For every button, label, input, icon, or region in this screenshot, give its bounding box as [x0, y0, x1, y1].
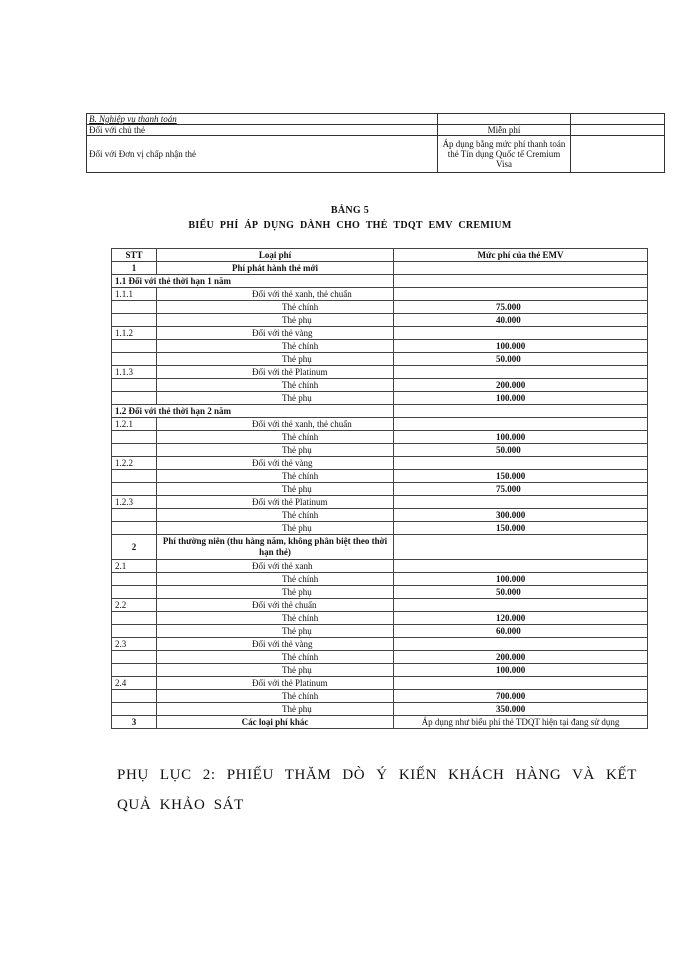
fee-amount-cell: 40.000: [394, 314, 648, 327]
stt-cell: [112, 353, 157, 366]
table-b-value: Miễn phí: [438, 125, 571, 136]
stt-cell: 1: [112, 262, 157, 275]
fee-amount-cell: 50.000: [394, 586, 648, 599]
table-b-row: [87, 125, 665, 136]
fee-type-cell: Thẻ phụ: [157, 522, 394, 535]
fee-type-cell: Các loại phí khác: [157, 716, 394, 729]
fee-type-cell: Thẻ phụ: [157, 483, 394, 496]
fee-type-cell: Thẻ chính: [157, 573, 394, 586]
fee-type-cell: Thẻ chính: [157, 470, 394, 483]
fee-table-row: [112, 301, 648, 314]
table-b-label: Đối với chủ thẻ: [87, 125, 438, 136]
stt-cell: [112, 340, 157, 353]
fee-type-cell: Thẻ chính: [157, 431, 394, 444]
fee-table-row: [112, 586, 648, 599]
fee-type-cell: Thẻ phụ: [157, 586, 394, 599]
stt-cell: [112, 392, 157, 405]
fee-table-row: [112, 677, 648, 690]
fee-type-cell: Thẻ chính: [157, 379, 394, 392]
fee-amount-cell: 100.000: [394, 340, 648, 353]
fee-table-row: [112, 664, 648, 677]
fee-type-cell: Đối với thẻ Platinum: [157, 496, 394, 509]
fee-amount-cell: 100.000: [394, 392, 648, 405]
fee-amount-cell: [394, 366, 648, 379]
stt-cell: [112, 431, 157, 444]
stt-cell: [112, 483, 157, 496]
fee-amount-cell: [394, 327, 648, 340]
header-fee-amount: Mức phí của thẻ EMV: [394, 249, 648, 262]
fee-amount-cell: Áp dụng như biểu phí thẻ TDQT hiện tại đang sử dụng: [394, 716, 648, 729]
payment-services-table: [86, 113, 665, 173]
fee-type-cell: Thẻ phụ: [157, 314, 394, 327]
fee-table-row: [112, 275, 648, 288]
fee-type-cell: Đối với thẻ xanh, thẻ chuẩn: [157, 418, 394, 431]
header-fee-type: Loại phí: [157, 249, 394, 262]
fee-type-cell: Thẻ phụ: [157, 353, 394, 366]
fee-type-cell: Thẻ chính: [157, 509, 394, 522]
fee-type-cell: Thẻ chính: [157, 690, 394, 703]
stt-cell: 2.3: [112, 638, 157, 651]
fee-amount-cell: 200.000: [394, 379, 648, 392]
fee-table-row: [112, 496, 648, 509]
fee-amount-cell: 100.000: [394, 664, 648, 677]
table-b-title: B. Nghiệp vụ thanh toán: [87, 114, 438, 125]
fee-amount-cell: 100.000: [394, 431, 648, 444]
stt-cell: [112, 470, 157, 483]
fee-type-cell: Đối với thẻ vàng: [157, 638, 394, 651]
fee-table-row: [112, 716, 648, 729]
emv-fee-table: [111, 248, 648, 729]
fee-type-cell: Đối với thẻ vàng: [157, 327, 394, 340]
fee-type-cell: Thẻ chính: [157, 301, 394, 314]
fee-table-row: [112, 599, 648, 612]
stt-cell: 1.1.3: [112, 366, 157, 379]
table-b-label: Đối với Đơn vị chấp nhận thẻ: [87, 136, 438, 173]
fee-table-row: [112, 379, 648, 392]
fee-type-cell: Phí thường niên (thu hàng năm, không phân biệt theo thời hạn thẻ): [157, 535, 394, 560]
fee-table-row: [112, 431, 648, 444]
table-b-value: Áp dụng bằng mức phí thanh toán thẻ Tín dụng Quốc tế Cremium Visa: [438, 136, 571, 173]
stt-cell: [112, 586, 157, 599]
table-title-heading: BIỂU PHÍ ÁP DỤNG DÀNH CHO THẺ TDQT EMV CREMIUM: [188, 220, 512, 231]
fee-table-row: [112, 353, 648, 366]
fee-type-cell: Đối với thẻ chuẩn: [157, 599, 394, 612]
stt-cell: [112, 664, 157, 677]
fee-amount-cell: 700.000: [394, 690, 648, 703]
fee-table-row: [112, 340, 648, 353]
fee-table-row: [112, 405, 648, 418]
fee-table-row: [112, 703, 648, 716]
table-b-header-row: [87, 114, 665, 125]
fee-amount-cell: [394, 496, 648, 509]
stt-cell: 2.2: [112, 599, 157, 612]
table-b-cell: [571, 125, 665, 136]
fee-table-row: [112, 366, 648, 379]
fee-type-cell: Thẻ phụ: [157, 625, 394, 638]
fee-table-row: [112, 457, 648, 470]
group-heading: 1.2 Đối với thẻ thời hạn 2 năm: [112, 405, 394, 418]
fee-amount-cell: 120.000: [394, 612, 648, 625]
group-heading: 1.1 Đối với thẻ thời hạn 1 năm: [112, 275, 394, 288]
stt-cell: [112, 690, 157, 703]
fee-table-row: [112, 418, 648, 431]
stt-cell: 1.2.1: [112, 418, 157, 431]
fee-table-row: [112, 625, 648, 638]
fee-amount-cell: 75.000: [394, 483, 648, 496]
stt-cell: [112, 301, 157, 314]
fee-type-cell: Đối với thẻ Platinum: [157, 677, 394, 690]
fee-table-row: [112, 612, 648, 625]
stt-cell: [112, 612, 157, 625]
fee-table-row: [112, 573, 648, 586]
table-b-cell: [438, 114, 571, 125]
stt-cell: [112, 703, 157, 716]
fee-type-cell: Đối với thẻ Platinum: [157, 366, 394, 379]
stt-cell: 1.1.2: [112, 327, 157, 340]
fee-amount-cell: [394, 288, 648, 301]
fee-type-cell: Đối với thẻ xanh, thẻ chuẩn: [157, 288, 394, 301]
fee-amount-cell: [394, 560, 648, 573]
fee-amount-cell: 150.000: [394, 522, 648, 535]
fee-amount-cell: [394, 418, 648, 431]
fee-table-row: [112, 314, 648, 327]
stt-cell: [112, 509, 157, 522]
appendix-heading: PHỤ LỤC 2: PHIẾU THĂM DÒ Ý KIẾN KHÁCH HÀNG VÀ KẾT QUẢ KHẢO SÁT: [117, 767, 637, 813]
fee-amount-cell: 150.000: [394, 470, 648, 483]
fee-cell: [394, 405, 648, 418]
fee-table-row: [112, 483, 648, 496]
fee-table-row: [112, 560, 648, 573]
fee-amount-cell: 75.000: [394, 301, 648, 314]
fee-amount-cell: 100.000: [394, 573, 648, 586]
fee-table-row: [112, 535, 648, 560]
fee-table-row: [112, 262, 648, 275]
fee-amount-cell: [394, 638, 648, 651]
fee-amount-cell: 200.000: [394, 651, 648, 664]
stt-cell: [112, 444, 157, 457]
header-stt: STT: [112, 249, 157, 262]
fee-amount-cell: [394, 457, 648, 470]
fee-table-row: [112, 444, 648, 457]
fee-table-row: [112, 392, 648, 405]
fee-table-row: [112, 327, 648, 340]
fee-table-row: [112, 690, 648, 703]
fee-type-cell: Đối với thẻ vàng: [157, 457, 394, 470]
fee-type-cell: Đối với thẻ xanh: [157, 560, 394, 573]
stt-cell: 2.4: [112, 677, 157, 690]
fee-table-row: [112, 638, 648, 651]
stt-cell: 2: [112, 535, 157, 560]
fee-amount-cell: 300.000: [394, 509, 648, 522]
fee-type-cell: Thẻ chính: [157, 651, 394, 664]
fee-amount-cell: 350.000: [394, 703, 648, 716]
fee-type-cell: Phí phát hành thẻ mới: [157, 262, 394, 275]
stt-cell: 1.2.3: [112, 496, 157, 509]
stt-cell: 1.2.2: [112, 457, 157, 470]
stt-cell: 3: [112, 716, 157, 729]
fee-table-row: [112, 470, 648, 483]
fee-amount-cell: 60.000: [394, 625, 648, 638]
stt-cell: [112, 573, 157, 586]
fee-amount-cell: 50.000: [394, 353, 648, 366]
fee-table-row: [112, 509, 648, 522]
stt-cell: [112, 379, 157, 392]
table-b-cell: [571, 114, 665, 125]
stt-cell: 2.1: [112, 560, 157, 573]
table-number-heading: BẢNG 5: [330, 205, 370, 216]
stt-cell: [112, 625, 157, 638]
fee-amount-cell: [394, 535, 648, 560]
fee-table-row: [112, 522, 648, 535]
stt-cell: [112, 522, 157, 535]
fee-table-row: [112, 651, 648, 664]
fee-amount-cell: [394, 262, 648, 275]
fee-table-row: [112, 288, 648, 301]
fee-type-cell: Thẻ phụ: [157, 664, 394, 677]
table-b-cell: [571, 136, 665, 173]
fee-cell: [394, 275, 648, 288]
stt-cell: [112, 651, 157, 664]
fee-type-cell: Thẻ phụ: [157, 444, 394, 457]
stt-cell: 1.1.1: [112, 288, 157, 301]
table-b-row: [87, 136, 665, 173]
fee-type-cell: Thẻ chính: [157, 340, 394, 353]
fee-type-cell: Thẻ chính: [157, 612, 394, 625]
fee-type-cell: Thẻ phụ: [157, 392, 394, 405]
stt-cell: [112, 314, 157, 327]
fee-amount-cell: [394, 599, 648, 612]
fee-type-cell: Thẻ phụ: [157, 703, 394, 716]
fee-amount-cell: 50.000: [394, 444, 648, 457]
fee-amount-cell: [394, 677, 648, 690]
fee-table-header-row: [112, 249, 648, 262]
